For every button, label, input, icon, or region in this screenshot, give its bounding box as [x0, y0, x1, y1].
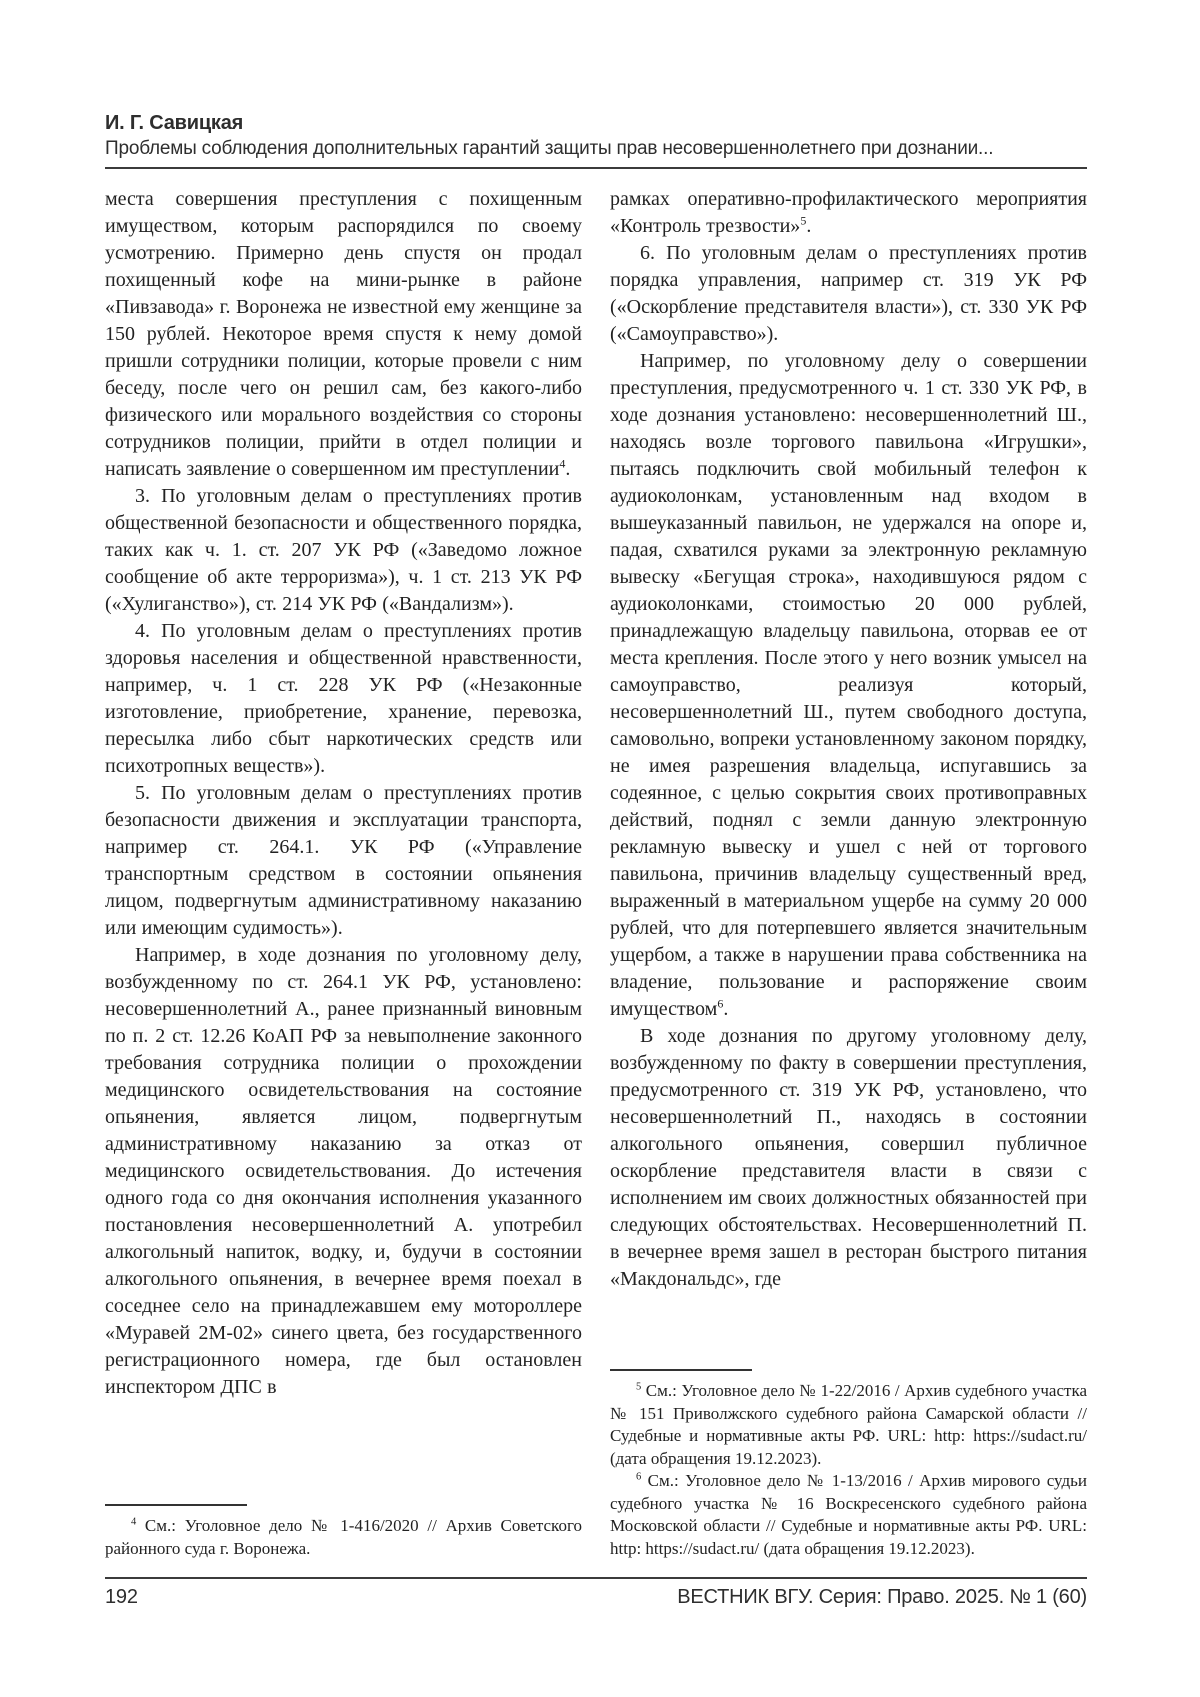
paragraph-text: . [723, 998, 729, 1020]
footnote [610, 1470, 1087, 1560]
footnote-separator [105, 1504, 247, 1506]
page-footer [105, 1577, 1087, 1609]
footnote [105, 1515, 582, 1560]
left-column [105, 186, 582, 1562]
paragraph: 6. По уголовным делам о преступлениях против порядка управления, например ст. 319 УК РФ («Оскорбление представителя власти»), ст. 330 УК РФ («Самоуправство»). [610, 242, 1087, 345]
body-columns [105, 186, 1087, 1562]
paragraph-text: . [806, 215, 812, 237]
header-rule [105, 167, 1087, 169]
footnote-text: См.: Уголовное дело № 1-13/2016 / Архив мирового судьи судебного участка № 16 Воскресенского судебного района Московской области // Судебные и нормативные акты РФ. URL: http: https://sudact.ru/ (дата обращения 19.12.2023). [610, 1471, 1087, 1558]
paragraph: 5. По уголовным делам о преступлениях против безопасности движения и эксплуатации транспорта, например ст. 264.1. УК РФ («Управление транспортным средством в состоянии опьянения лицом, подвергнутым административному наказанию или имеющим судимость»). [105, 782, 582, 939]
paragraph [610, 186, 1087, 240]
footnote-number: 4 [131, 1516, 137, 1528]
footnote-number: 5 [636, 1381, 642, 1393]
footnote-number: 6 [636, 1471, 642, 1483]
right-column [610, 186, 1087, 1562]
footnote-separator [610, 1369, 752, 1371]
paragraph: Например, в ходе дознания по уголовному делу, возбужденному по ст. 264.1 УК РФ, установлено: несовершеннолетний А., ранее признанный виновным по п. 2 ст. 12.26 КоАП РФ за невыполнение законного требования сотрудника полиции о прохождении медицинского освидетельствования на состояние опьянения, является лицом, подвергнутым административному наказанию за отказ от медицинского освидетельствования. До истечения одного года со дня окончания исполнения указанного постановления несовершеннолетний А. употребил алкогольный напиток, водку, и, будучи в состоянии алкогольного опьянения, в вечернее время поехал в соседнее село на принадлежавшем ему мотороллере «Муравей 2М-02» синего цвета, без государственного регистрационного номера, где был остановлен инспектором ДПС в [105, 944, 582, 1398]
author-name: И. Г. Савицкая [105, 112, 244, 134]
paragraph-text: Например, по уголовному делу о совершении преступления, предусмотренного ч. 1 ст. 330 УК РФ, в ходе дознания установлено: несовершеннолетний Ш., находясь возле торгового павильона «Игрушки», пытаясь подключить свой мобильный телефон к аудиоколонкам, установленным над входом в вышеуказанный павильон, не удержался на опоре и, падая, схватился руками за электронную рекламную вывеску «Бегущая строка», находившуюся рядом с аудиоколонками, стоимостью 20 000 рублей, принадлежащую владельцу павильона, оторвав ее от места крепления. После этого у него возник умысел на самоуправство, реализуя который, несовершеннолетний Ш., путем свободного доступа, самовольно, вопреки установленному законом порядку, не имея разрешения владельца, испугавшись за содеянное, с целью сокрытия своих противоправных действий, поднял с земли данную электронную рекламную вывеску и ушел с ней от торгового павильона, причинив владельцу существенный вред, выраженный в материальном ущербе на сумму 20 000 рублей, что для потерпевшего является значительным ущербом, а также в нарушении права собственника на владение, пользование и распоряжение своим имуществом [610, 350, 1087, 1020]
left-footnotes [105, 1504, 582, 1560]
footnote-ref: 4 [559, 456, 566, 471]
paragraph-text: места совершения преступления с похищенным имуществом, которым распорядился по своему усмотрению. Примерно день спустя он продал похищенный кофе на мини-рынке в районе «Пивзавода» г. Воронежа не известной ему женщине за 150 рублей. Некоторое время спустя к нему домой пришли сотрудники полиции, которые провели с ним беседу, после чего он решил сам, без какого-либо физического или морального воздействия со стороны сотрудников полиции, прийти в отдел полиции и написать заявление о совершенном им преступлении [105, 188, 582, 480]
paragraph-text: . [565, 458, 571, 480]
paragraph-text: рамках оперативно-профилактического мероприятия «Контроль трезвости» [610, 188, 1087, 237]
right-footnotes [610, 1369, 1087, 1560]
running-title: Проблемы соблюдения дополнительных гарантий защиты прав несовершеннолетнего при дознании... [105, 138, 994, 159]
page-number: 192 [105, 1586, 138, 1608]
footnote-ref: 5 [800, 213, 807, 228]
paragraph [610, 348, 1087, 1023]
footnote [610, 1380, 1087, 1470]
paragraph: 4. По уголовным делам о преступлениях против здоровья населения и общественной нравственности, например, ч. 1 ст. 228 УК РФ («Незаконные изготовление, приобретение, хранение, перевозка, пересылка либо сбыт наркотических средств или психотропных веществ»). [105, 620, 582, 777]
paragraph [105, 186, 582, 483]
paragraph: В ходе дознания по другому уголовному делу, возбужденному по факту в совершении преступления, предусмотренного ст. 319 УК РФ, установлено, что несовершеннолетний П., находясь в состоянии алкогольного опьянения, совершил публичное оскорбление представителя власти в связи с исполнением им своих должностных обязанностей при следующих обстоятельствах. Несовершеннолетний П. в вечернее время зашел в ресторан быстрого питания «Макдональдс», где [610, 1025, 1087, 1290]
journal-title: ВЕСТНИК ВГУ. Серия: Право. 2025. № 1 (60) [677, 1586, 1087, 1608]
footnote-text: См.: Уголовное дело № 1-22/2016 / Архив судебного участка № 151 Приволжского судебного района Самарской области // Судебные и нормативные акты РФ. URL: http: https://sudact.ru/ (дата обращения 19.12.2023). [610, 1381, 1087, 1468]
footnote-text: См.: Уголовное дело № 1-416/2020 // Архив Советского районного суда г. Воронежа. [105, 1516, 582, 1558]
paragraph: 3. По уголовным делам о преступлениях против общественной безопасности и общественного порядка, таких как ч. 1. ст. 207 УК РФ («Заведомо ложное сообщение об акте терроризма»), ч. 1 ст. 213 УК РФ («Хулиганство»), ст. 214 УК РФ («Вандализм»). [105, 485, 582, 615]
footnote-ref: 6 [717, 996, 724, 1011]
page-header [105, 110, 1087, 169]
